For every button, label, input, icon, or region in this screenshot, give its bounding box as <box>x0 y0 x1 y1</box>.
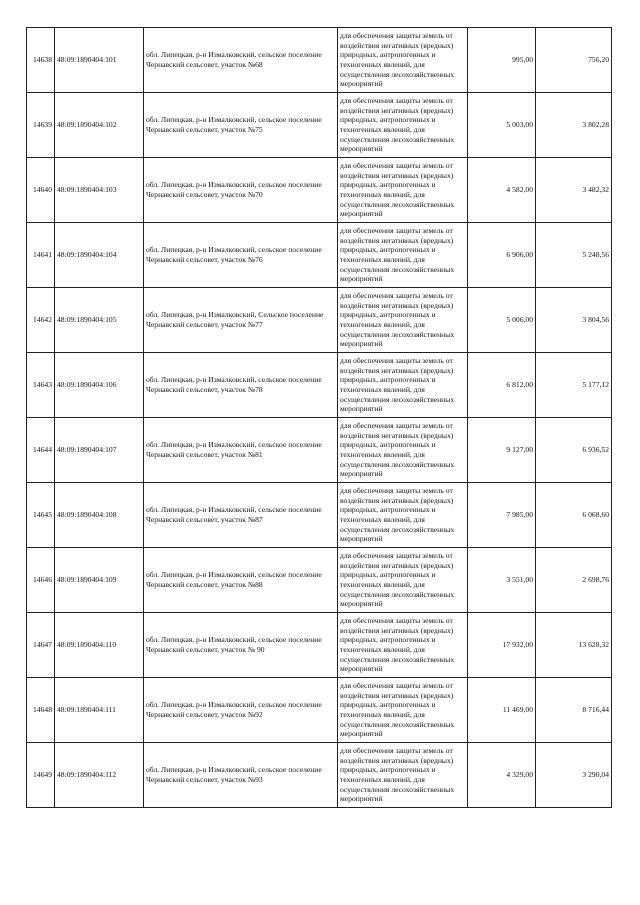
parcel-address: обл. Липецкая, р-н Измалковский, сельское поселение Чернавский сельсовет, участок №92 <box>144 678 338 743</box>
cadastral-number: 48:09:1890404:110 <box>55 613 144 678</box>
cadastral-number: 48:09:1890404:102 <box>55 93 144 158</box>
row-number: 14641 <box>27 223 55 288</box>
row-number: 14647 <box>27 613 55 678</box>
parcel-address: обл. Липецкая, р-н Измалковский, сельское поселение Чернавский сельсовет, участок №78 <box>144 353 338 418</box>
table-row <box>27 418 612 483</box>
cadastral-cost: 3 290,04 <box>536 743 612 808</box>
row-number: 14640 <box>27 158 55 223</box>
table-row <box>27 548 612 613</box>
table-row <box>27 678 612 743</box>
parcel-purpose: для обеспечения защиты земель от воздействия негативных (вредных) природных, антропогенных и техногенных явлений, для осуществления лесохозяйственных мероприятий <box>338 418 468 483</box>
table-body <box>27 28 612 808</box>
parcel-area: 3 551,00 <box>468 548 536 613</box>
parcel-purpose: для обеспечения защиты земель от воздействия негативных (вредных) природных, антропогенных и техногенных явлений, для осуществления лесохозяйственных мероприятий <box>338 158 468 223</box>
parcel-area: 17 932,00 <box>468 613 536 678</box>
parcel-address: обл. Липецкая, р-н Измалковский, сельское поселение Чернавский сельсовет, участок №68 <box>144 28 338 93</box>
cadastral-number: 48:09:1890404:106 <box>55 353 144 418</box>
parcel-purpose: для обеспечения защиты земель от воздействия негативных (вредных) природных, антропогенных и техногенных явлений, для осуществления лесохозяйственных мероприятий <box>338 288 468 353</box>
cadastral-number: 48:09:1890404:103 <box>55 158 144 223</box>
cadastral-number: 48:09:1890404:111 <box>55 678 144 743</box>
parcel-purpose: для обеспечения защиты земель от воздействия негативных (вредных) природных, антропогенных и техногенных явлений, для осуществления лесохозяйственных мероприятий <box>338 613 468 678</box>
parcel-address: обл. Липецкая, р-н Измалковский, сельское поселение Чернавский сельсовет, участок №76 <box>144 223 338 288</box>
parcel-purpose: для обеспечения защиты земель от воздействия негативных (вредных) природных, антропогенных и техногенных явлений, для осуществления лесохозяйственных мероприятий <box>338 28 468 93</box>
table-row <box>27 28 612 93</box>
table-row <box>27 743 612 808</box>
parcel-purpose: для обеспечения защиты земель от воздействия негативных (вредных) природных, антропогенных и техногенных явлений, для осуществления лесохозяйственных мероприятий <box>338 548 468 613</box>
table-row <box>27 613 612 678</box>
cadastral-number: 48:09:1890404:105 <box>55 288 144 353</box>
cadastral-cost: 3 482,32 <box>536 158 612 223</box>
parcel-purpose: для обеспечения защиты земель от воздействия негативных (вредных) природных, антропогенных и техногенных явлений, для осуществления лесохозяйственных мероприятий <box>338 353 468 418</box>
row-number: 14639 <box>27 93 55 158</box>
parcel-address: обл. Липецкая, р-н Измалковский, сельское поселение Чернавский сельсовет, участок №81 <box>144 418 338 483</box>
parcel-address: обл. Липецкая, р-н Измалковский, сельское поселение Чернавский сельсовет, участок №75 <box>144 93 338 158</box>
cadastral-number: 48:09:1890404:101 <box>55 28 144 93</box>
row-number: 14648 <box>27 678 55 743</box>
cadastral-cost: 3 802,28 <box>536 93 612 158</box>
table-row <box>27 158 612 223</box>
table-row <box>27 483 612 548</box>
row-number: 14644 <box>27 418 55 483</box>
cadastral-number: 48:09:1890404:112 <box>55 743 144 808</box>
parcel-area: 5 006,00 <box>468 288 536 353</box>
parcel-area: 6 812,00 <box>468 353 536 418</box>
table-row <box>27 223 612 288</box>
cadastral-cost: 13 628,32 <box>536 613 612 678</box>
cadastral-cost: 756,20 <box>536 28 612 93</box>
land-parcels-table <box>26 27 612 808</box>
cadastral-number: 48:09:1890404:107 <box>55 418 144 483</box>
parcel-purpose: для обеспечения защиты земель от воздействия негативных (вредных) природных, антропогенных и техногенных явлений, для осуществления лесохозяйственных мероприятий <box>338 223 468 288</box>
cadastral-cost: 5 177,12 <box>536 353 612 418</box>
cadastral-cost: 2 698,76 <box>536 548 612 613</box>
cadastral-cost: 3 804,56 <box>536 288 612 353</box>
parcel-purpose: для обеспечения защиты земель от воздействия негативных (вредных) природных, антропогенных и техногенных явлений, для осуществления лесохозяйственных мероприятий <box>338 678 468 743</box>
parcel-purpose: для обеспечения защиты земель от воздействия негативных (вредных) природных, антропогенных и техногенных явлений, для осуществления лесохозяйственных мероприятий <box>338 743 468 808</box>
parcel-purpose: для обеспечения защиты земель от воздействия негативных (вредных) природных, антропогенных и техногенных явлений, для осуществления лесохозяйственных мероприятий <box>338 483 468 548</box>
row-number: 14643 <box>27 353 55 418</box>
cadastral-cost: 8 716,44 <box>536 678 612 743</box>
parcel-address: обл. Липецкая, р-н Измалковский, сельское поселение Чернавский сельсовет, участок №70 <box>144 158 338 223</box>
cadastral-number: 48:09:1890404:109 <box>55 548 144 613</box>
row-number: 14649 <box>27 743 55 808</box>
parcel-address: обл. Липецкая, р-н Измалковский, Сельское поселение Чернавский сельсовет, участок №77 <box>144 288 338 353</box>
parcel-address: обл. Липецкая, р-н Измалковский, сельское поселение Чернавский сельсовет, участок № 90 <box>144 613 338 678</box>
parcel-address: обл. Липецкая, р-н Измалковский, сельское поселение Чернавский сельсовет, участок №88 <box>144 548 338 613</box>
parcel-address: обл. Липецкая, р-н Измалковский, сельское поселение Чернавский сельсовет, участок №87 <box>144 483 338 548</box>
row-number: 14642 <box>27 288 55 353</box>
table-row <box>27 288 612 353</box>
parcel-address: обл. Липецкая, р-н Измалковский, сельское поселение Чернавский сельсовет, участок №93 <box>144 743 338 808</box>
parcel-area: 7 985,00 <box>468 483 536 548</box>
row-number: 14645 <box>27 483 55 548</box>
cadastral-cost: 5 248,56 <box>536 223 612 288</box>
parcel-area: 995,00 <box>468 28 536 93</box>
cadastral-cost: 6 068,60 <box>536 483 612 548</box>
parcel-area: 11 469,00 <box>468 678 536 743</box>
parcel-area: 4 582,00 <box>468 158 536 223</box>
parcel-area: 6 906,00 <box>468 223 536 288</box>
row-number: 14646 <box>27 548 55 613</box>
cadastral-number: 48:09:1890404:104 <box>55 223 144 288</box>
parcel-area: 4 329,00 <box>468 743 536 808</box>
parcel-area: 9 127,00 <box>468 418 536 483</box>
parcel-purpose: для обеспечения защиты земель от воздействия негативных (вредных) природных, антропогенных и техногенных явлений, для осуществления лесохозяйственных мероприятий <box>338 93 468 158</box>
table-row <box>27 93 612 158</box>
cadastral-cost: 6 936,52 <box>536 418 612 483</box>
row-number: 14638 <box>27 28 55 93</box>
parcel-area: 5 003,00 <box>468 93 536 158</box>
cadastral-number: 48:09:1890404:108 <box>55 483 144 548</box>
table-row <box>27 353 612 418</box>
